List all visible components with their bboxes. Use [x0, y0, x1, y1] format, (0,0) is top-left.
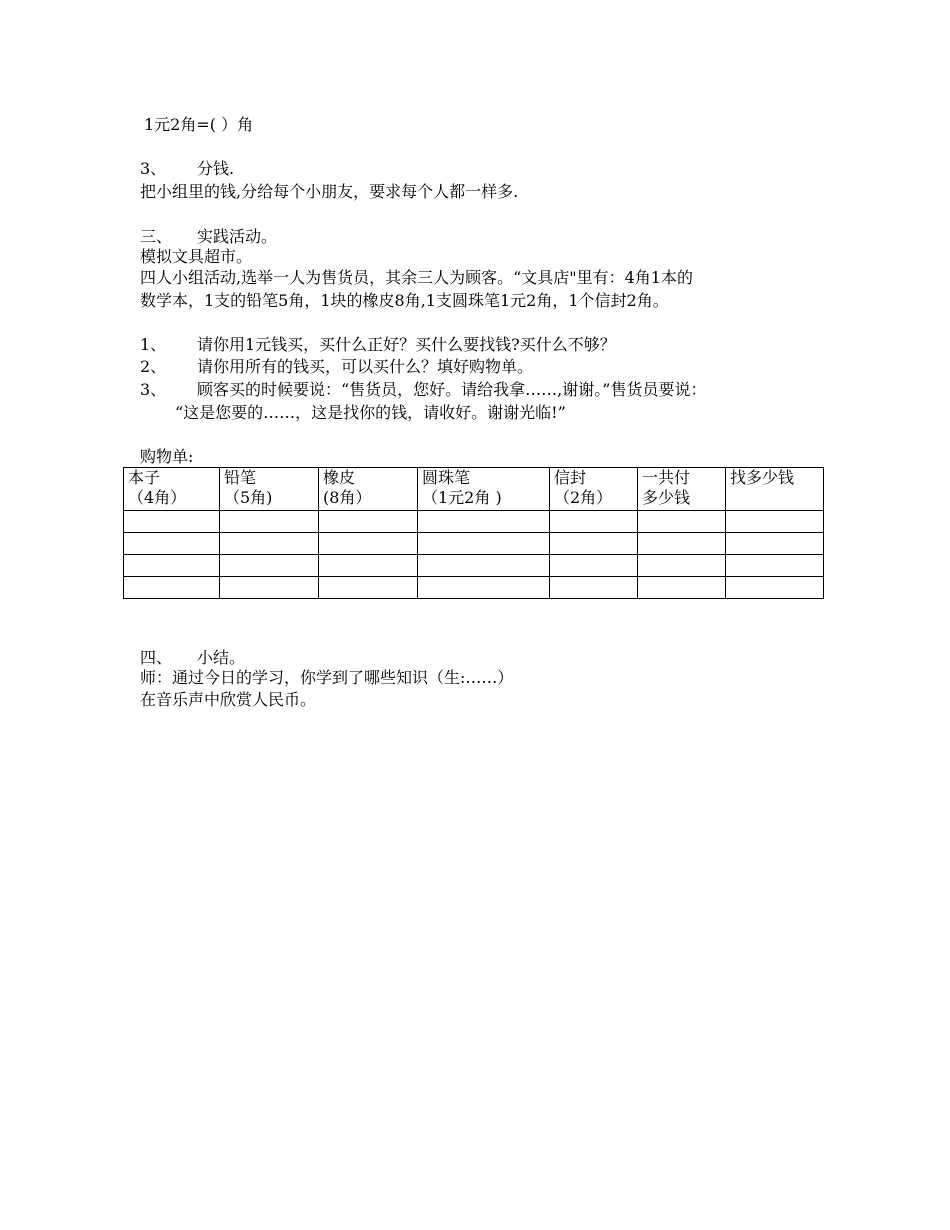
task-3-continuation: “这是您要的……，这是找你的钱，请收好。谢谢光临!” [175, 403, 566, 422]
table-cell[interactable] [550, 533, 638, 555]
table-cell[interactable] [638, 577, 726, 599]
header-pencil: 铅笔 （5角) [220, 468, 319, 511]
section-3-body: 把小组里的钱,分给每个小朋友，要求每个人都一样多. [140, 182, 519, 201]
header-notebook: 本子 （4角） [124, 468, 220, 511]
table-cell[interactable] [638, 533, 726, 555]
table-cell[interactable] [418, 555, 550, 577]
header-total-paid: 一共付 多少钱 [638, 468, 726, 511]
table-cell[interactable] [550, 555, 638, 577]
table-cell[interactable] [726, 577, 824, 599]
table-cell[interactable] [418, 533, 550, 555]
part-3-subtitle: 模拟文具超市。 [140, 247, 253, 266]
part-4-line-2: 在音乐声中欣赏人民币。 [140, 690, 317, 709]
task-1-number: 1、 [140, 335, 167, 354]
section-3-title: 分钱. [197, 159, 235, 178]
part-3-description-line-1: 四人小组活动,选举一人为售货员，其余三人为顾客。“文具店"里有：4角1本的 [140, 268, 693, 287]
table-row [124, 555, 824, 577]
table-cell[interactable] [220, 511, 319, 533]
task-3-text: 顾客买的时候要说：“售货员，您好。请给我拿……,谢谢。”售货员要说： [197, 380, 707, 399]
part-3-number: 三、 [140, 227, 173, 246]
part-4-number: 四、 [140, 648, 173, 667]
table-cell[interactable] [319, 511, 418, 533]
section-3-number: 3、 [140, 159, 167, 178]
task-2-number: 2、 [140, 357, 167, 376]
section-3-heading [140, 159, 234, 179]
header-ballpoint-pen: 圆珠笔 （1元2角 ) [418, 468, 550, 511]
table-cell[interactable] [726, 555, 824, 577]
table-cell[interactable] [638, 555, 726, 577]
table-cell[interactable] [319, 555, 418, 577]
table-cell[interactable] [319, 533, 418, 555]
table-cell[interactable] [726, 511, 824, 533]
table-cell[interactable] [124, 511, 220, 533]
table-cell[interactable] [220, 577, 319, 599]
part-4-heading [140, 648, 245, 668]
task-1 [140, 335, 616, 355]
shopping-list-label: 购物单: [140, 447, 194, 466]
table-cell[interactable] [638, 511, 726, 533]
part-3-description-line-2: 数学本，1支的铅笔5角，1块的橡皮8角,1支圆珠笔1元2角，1个信封2角。 [140, 291, 669, 310]
header-envelope: 信封 （2角） [550, 468, 638, 511]
table-cell[interactable] [550, 511, 638, 533]
task-3 [140, 380, 706, 400]
task-2-text: 请你用所有的钱买，可以买什么？填好购物单。 [197, 357, 534, 376]
table-cell[interactable] [418, 577, 550, 599]
part-3-heading [140, 227, 277, 247]
table-cell[interactable] [124, 577, 220, 599]
task-2 [140, 357, 533, 377]
table-cell[interactable] [418, 511, 550, 533]
shopping-list-table [123, 467, 824, 599]
task-3-number: 3、 [140, 380, 167, 399]
table-cell[interactable] [550, 577, 638, 599]
table-cell[interactable] [220, 555, 319, 577]
table-cell[interactable] [124, 555, 220, 577]
part-3-title: 实践活动。 [197, 227, 278, 246]
part-4-line-1: 师：通过今日的学习，你学到了哪些知识（生:……） [140, 668, 514, 687]
table-row [124, 533, 824, 555]
table-row [124, 577, 824, 599]
task-1-text: 请你用1元钱买，买什么正好？买什么要找钱?买什么不够？ [197, 335, 616, 354]
table-header-row [124, 468, 824, 511]
table-cell[interactable] [124, 533, 220, 555]
table-row [124, 511, 824, 533]
table-cell[interactable] [220, 533, 319, 555]
header-eraser: 橡皮 (8角） [319, 468, 418, 511]
header-change: 找多少钱 [726, 468, 824, 511]
table-cell[interactable] [319, 577, 418, 599]
table-cell[interactable] [726, 533, 824, 555]
conversion-question: 1元2角=( ）角 [144, 115, 254, 134]
part-4-title: 小结。 [197, 648, 246, 667]
